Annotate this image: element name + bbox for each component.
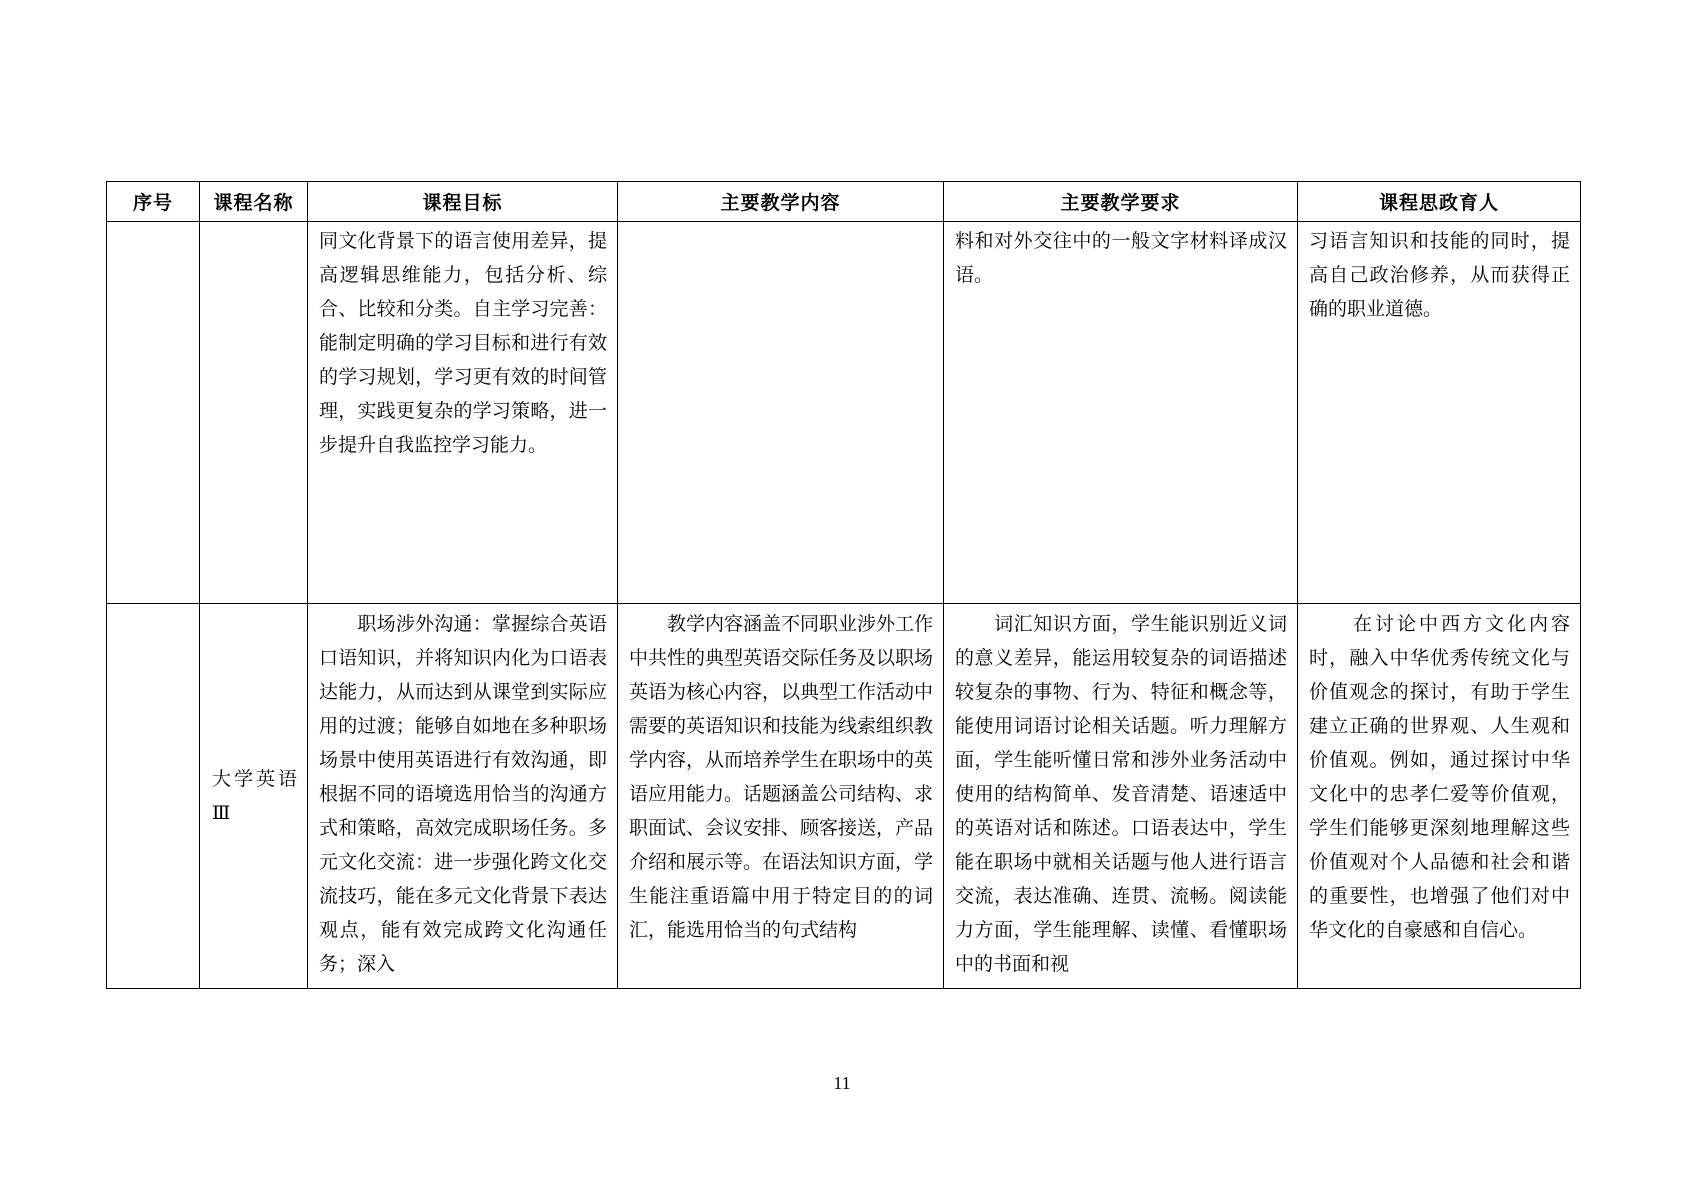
teaching-requirement-text: 词汇知识方面，学生能识别近义词的意义差异，能运用较复杂的词语描述较复杂的事物、行为、特征和概念等，能使用词语讨论相关话题。听力理解方面，学生能听懂日常和涉外业务活动中使用的结构简单、发音清楚、语速适中的英语对话和陈述。口语表达中，学生能在职场中就相关话题与他人进行语言交流，表达准确、连贯、流畅。阅读能力方面，学生能理解、读懂、看懂职场中的书面和视: [955, 613, 1287, 975]
teaching-requirement-text: 料和对外交往中的一般文字材料译成汉语。: [955, 230, 1287, 286]
course-table: [106, 181, 1581, 989]
cell-teaching-content: [618, 222, 944, 604]
table-header-row: [107, 182, 1581, 222]
ideological-education-text: 习语言知识和技能的同时，提高自己政治修养，从而获得正确的职业道德。: [1309, 230, 1570, 320]
course-goal-text: 职场涉外沟通：掌握综合英语口语知识，并将知识内化为口语表达能力，从而达到从课堂到实际应用的过渡；能够自如地在多种职场场景中使用英语进行有效沟通，即根据不同的语境选用恰当的沟通方式和策略，高效完成职场任务。多元文化交流：进一步强化跨文化交流技巧，能在多元文化背景下表达观点，能有效完成跨文化沟通任务；深入: [319, 613, 607, 975]
teaching-content-text: [618, 222, 943, 224]
cell-teaching-requirement: [944, 604, 1298, 989]
ideological-education-text: 在讨论中西方文化内容时，融入中华优秀传统文化与价值观念的探讨，有助于学生建立正确的世界观、人生观和价值观。例如，通过探讨中华文化中的忠孝仁爱等价值观，学生们能够更深刻地理解这些价值观对个人品德和社会和谐的重要性，也增强了他们对中华文化的自豪感和自信心。: [1309, 613, 1570, 941]
cell-course-goal: [308, 604, 618, 989]
cell-seq: [107, 604, 200, 989]
cell-course-name: [200, 604, 308, 989]
seq-text: [107, 604, 199, 607]
cell-course-goal: [308, 222, 618, 604]
header-ideological-education: 课程思政育人: [1298, 182, 1581, 222]
cell-course-name: [200, 222, 308, 604]
cell-ideological-education: [1298, 604, 1581, 989]
course-name-text: [200, 222, 307, 224]
header-teaching-requirement: 主要教学要求: [944, 182, 1298, 222]
header-course-goal: 课程目标: [308, 182, 618, 222]
cell-seq: [107, 222, 200, 604]
course-name-text: 大学英语Ⅲ: [212, 768, 297, 824]
header-seq: 序号: [107, 182, 200, 222]
header-course-name: 课程名称: [200, 182, 308, 222]
cell-ideological-education: [1298, 222, 1581, 604]
seq-text: [107, 222, 199, 224]
table-row: [107, 222, 1581, 604]
header-teaching-content: 主要教学内容: [618, 182, 944, 222]
page-number: 11: [833, 1073, 851, 1093]
teaching-content-text: 教学内容涵盖不同职业涉外工作中共性的典型英语交际任务及以职场英语为核心内容，以典型工作活动中需要的英语知识和技能为线索组织教学内容，从而培养学生在职场中的英语应用能力。话题涵盖公司结构、求职面试、会议安排、顾客接送，产品介绍和展示等。在语法知识方面，学生能注重语篇中用于特定目的的词汇，能选用恰当的句式结构: [629, 613, 934, 941]
course-goal-text: 同文化背景下的语言使用差异，提高逻辑思维能力，包括分析、综合、比较和分类。自主学习完善：能制定明确的学习目标和进行有效的学习规划，学习更有效的时间管理，实践更复杂的学习策略，进一步提升自我监控学习能力。: [319, 230, 607, 456]
cell-teaching-content: [618, 604, 944, 989]
cell-teaching-requirement: [944, 222, 1298, 604]
table-row: [107, 604, 1581, 989]
